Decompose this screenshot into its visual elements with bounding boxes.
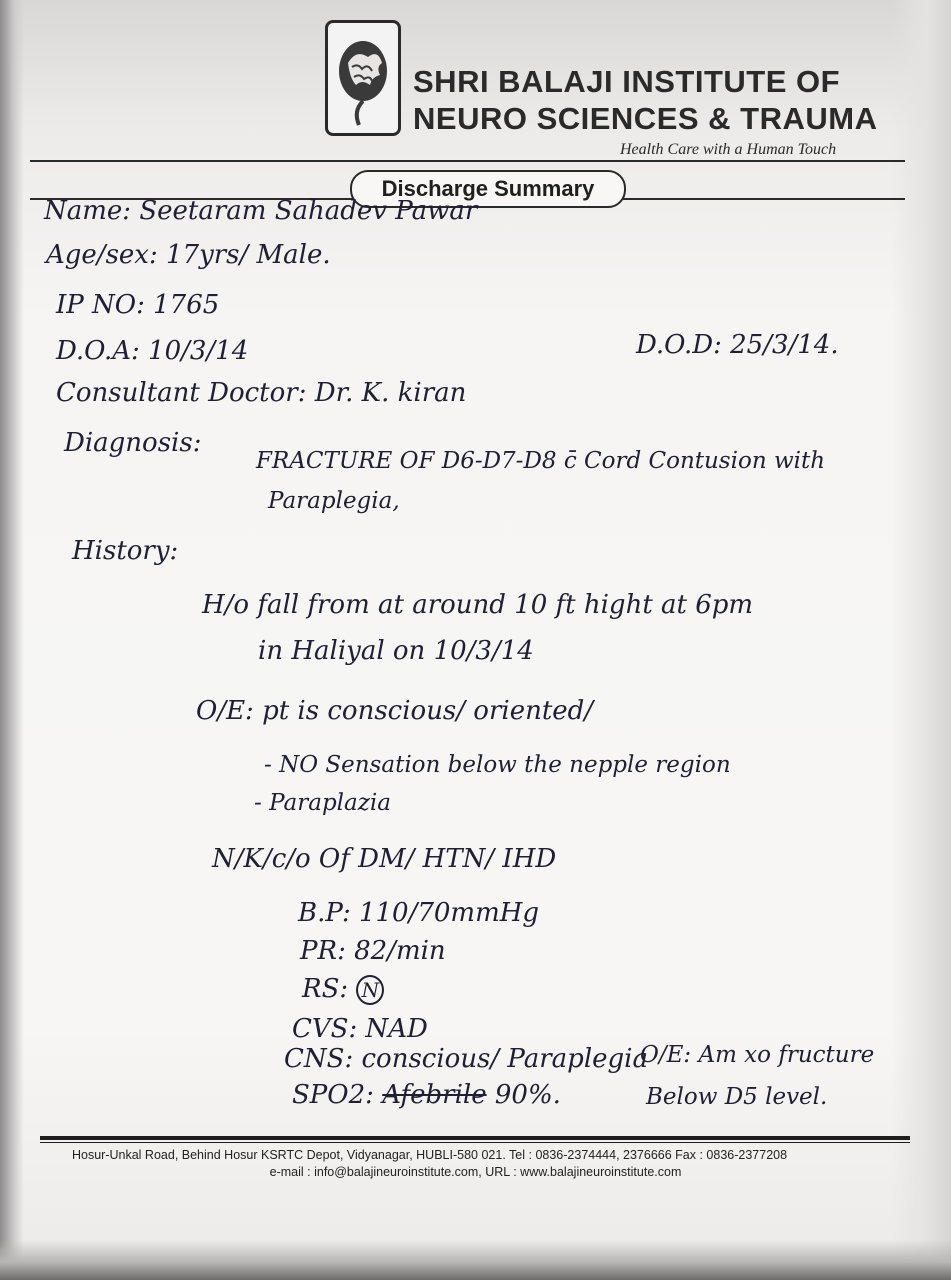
- history-line1: H/o fall from at around 10 ft hight at 6pm: [202, 590, 754, 620]
- cns-note: O/E: Am xo fructure: [640, 1042, 875, 1068]
- vital-rs-value: N: [356, 975, 384, 1005]
- header-rule: [30, 160, 905, 162]
- vital-rs-label: RS:: [302, 974, 349, 1004]
- footer-address: Hosur-Unkal Road, Behind Hosur KSRTC Depot, Vidyanagar, HUBLI-580 021. Tel : 0836-2374444, 2376666 Fax : 0836-2377208: [72, 1148, 788, 1162]
- vital-cvs: CVS: NAD: [292, 1014, 428, 1044]
- page-bottom-shadow: [0, 1240, 951, 1280]
- exam-paraplegia: - Paraplazia: [254, 790, 391, 816]
- date-of-discharge: D.O.D: 25/3/14.: [636, 330, 839, 360]
- spo2-label: SPO2:: [292, 1080, 374, 1110]
- history-line2: in Haliyal on 10/3/14: [258, 636, 534, 666]
- vital-bp: B.P: 110/70mmHg: [298, 898, 540, 928]
- page-right-fold: [891, 0, 951, 1280]
- brain-logo-icon: [325, 20, 401, 136]
- consultant-doctor: Consultant Doctor: Dr. K. kiran: [56, 378, 467, 408]
- date-of-admission: D.O.A: 10/3/14: [56, 336, 249, 366]
- spo2-struck-text: Afebrile: [382, 1080, 487, 1110]
- patient-age-sex: Age/sex: 17yrs/ Male.: [46, 240, 331, 270]
- institute-name-line1: SHRI BALAJI INSTITUTE OF: [413, 64, 841, 99]
- diagnosis-line1: FRACTURE OF D6-D7-D8 c̄ Cord Contusion with: [256, 448, 826, 474]
- institute-name-line2: NEURO SCIENCES & TRAUMA: [413, 101, 878, 136]
- history-label: History:: [72, 536, 179, 566]
- ip-number: IP NO: 1765: [56, 290, 220, 320]
- institute-tagline: Health Care with a Human Touch: [620, 141, 837, 158]
- footer-contact: e-mail : info@balajineuroinstitute.com, URL : www.balajineuroinstitute.com: [269, 1165, 682, 1179]
- footer-rule-thick: [40, 1136, 910, 1140]
- diagnosis-label: Diagnosis:: [64, 428, 202, 458]
- document-title: Discharge Summary: [350, 170, 626, 208]
- footer-rule-thin: [40, 1142, 910, 1143]
- vital-spo2: [292, 1080, 561, 1110]
- exam-sensation: - NO Sensation below the nepple region: [264, 752, 731, 778]
- level-note: Below D5 level.: [646, 1084, 828, 1110]
- patient-name: Name: Seetaram Sahadev Pawar: [44, 196, 478, 226]
- exam-negative-history: N/K/c/o Of DM/ HTN/ IHD: [212, 844, 557, 874]
- vital-rs: [302, 974, 384, 1005]
- vital-pr: PR: 82/min: [300, 936, 446, 966]
- page-left-shadow: [0, 0, 24, 1280]
- diagnosis-line2: Paraplegia,: [268, 488, 400, 514]
- vital-cns: CNS: conscious/ Paraplegia: [284, 1044, 648, 1074]
- spo2-value: 90%.: [494, 1080, 561, 1110]
- exam-oe: O/E: pt is conscious/ oriented/: [196, 696, 594, 726]
